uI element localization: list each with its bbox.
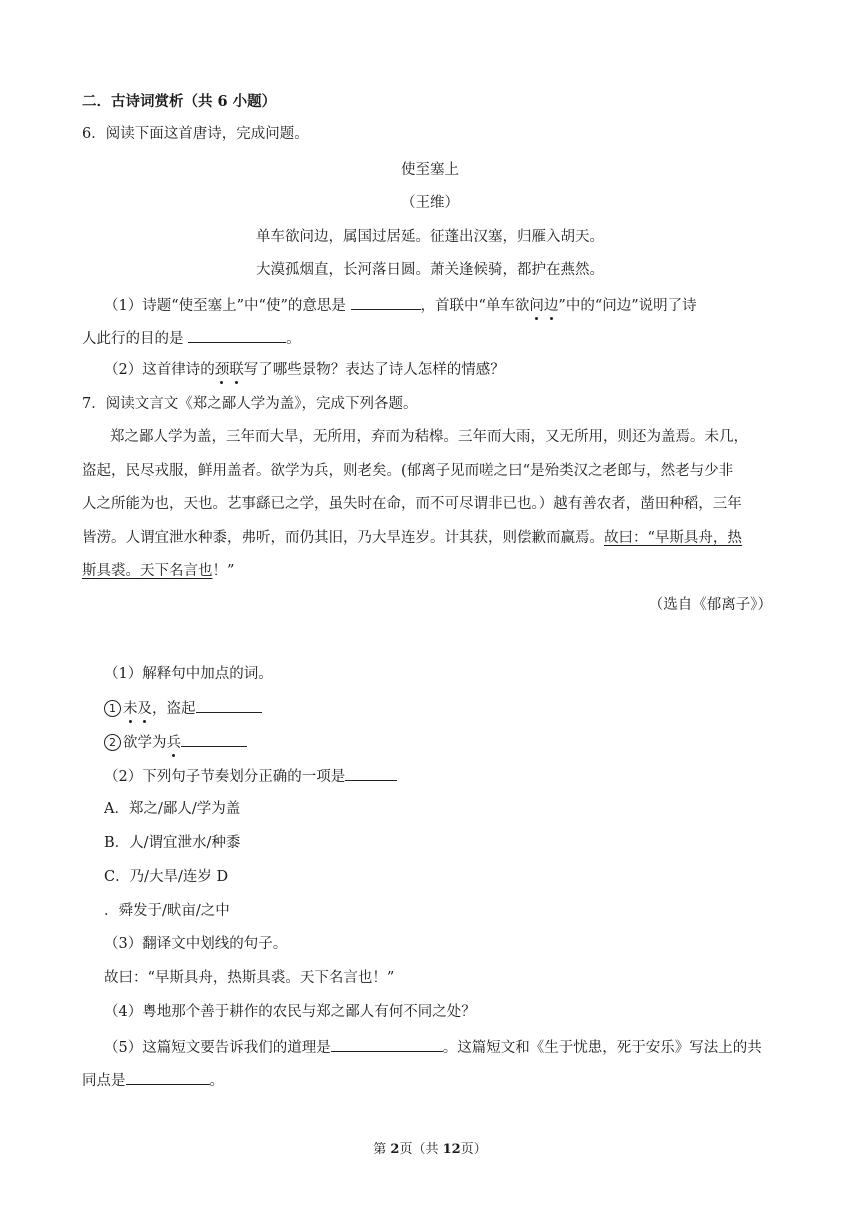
question-7-sub2-label: （2）下列句子节奏划分正确的一项是 bbox=[104, 765, 397, 787]
circled-number: 1 bbox=[104, 700, 121, 717]
circled-number: 2 bbox=[104, 734, 121, 751]
question-6-sub1-line1: （1）诗题“使至塞上”中“使”的意思是 ，首联中“单车欲问边”中的“问边”说明了诗 bbox=[104, 294, 697, 316]
poem-author: （王维） bbox=[401, 195, 459, 211]
current-page-number: 2 bbox=[390, 1142, 400, 1157]
passage-line-4: 皆涝。人谓宜泄水种黍，弗听，而仍其旧，乃大旱连岁。计其获，则偿歉而赢焉。故曰：“早斯具舟，热 bbox=[82, 530, 742, 546]
passage-source: （选自《郁离子》） bbox=[648, 597, 772, 613]
poem-line-2: 大漠孤烟直，长河落日圆。萧关逢候骑，都护在燕然。 bbox=[256, 262, 604, 278]
emphasis-dot-char: 未 bbox=[123, 701, 138, 717]
page-footer: 第 2页（共 12页） bbox=[373, 1142, 487, 1157]
question-7-sub3-label: （3）翻译文中划线的句子。 bbox=[104, 936, 288, 952]
option-b: B．人/谓宜泄水/种黍 bbox=[104, 835, 241, 851]
answer-blank[interactable] bbox=[351, 294, 421, 310]
option-a: A．郑之/鄙人/学为盖 bbox=[104, 801, 241, 817]
answer-blank[interactable] bbox=[196, 697, 262, 713]
question-6-prompt: 6．阅读下面这首唐诗，完成问题。 bbox=[82, 126, 309, 142]
emphasis-dot-char: 边 bbox=[543, 298, 559, 314]
poem-title: 使至塞上 bbox=[401, 162, 459, 178]
answer-blank[interactable] bbox=[188, 327, 286, 343]
passage-line-5: 斯具裘。天下名言也！” bbox=[82, 563, 235, 579]
answer-blank[interactable] bbox=[181, 731, 247, 747]
option-d: ．舜发于/畎亩/之中 bbox=[104, 903, 230, 919]
total-page-count: 12 bbox=[442, 1142, 461, 1157]
answer-blank[interactable] bbox=[345, 765, 397, 781]
question-7-prompt: 7．阅读文言文《郑之鄙人学为盖》，完成下列各题。 bbox=[82, 396, 418, 412]
answer-blank[interactable] bbox=[126, 1069, 210, 1085]
underlined-sentence: 故曰：“早斯具舟，热 bbox=[604, 530, 742, 546]
emphasis-dot-char: 问 bbox=[529, 298, 544, 314]
passage-line-3: 人之所能为也，天也。艺事繇已之学，虽失时在命，而不可尽谓非已也。）越有善农者，凿田种稻，三年 bbox=[82, 496, 742, 512]
emphasis-dot-char: 及 bbox=[137, 701, 152, 717]
question-6-sub2: （2）这首律诗的颈联写了哪些景物？表达了诗人怎样的情感？ bbox=[104, 362, 505, 378]
question-7-sub1-label: （1）解释句中加点的词。 bbox=[104, 666, 273, 682]
poem-line-1: 单车欲问边，属国过居延。征蓬出汉塞，归雁入胡天。 bbox=[256, 229, 604, 245]
section-title: 二．古诗词赏析（共 6 小题） bbox=[82, 93, 277, 110]
underlined-sentence: 斯具裘。天下名言也 bbox=[82, 563, 213, 579]
question-7-sub5-line1: （5）这篇短文要告诉我们的道理是 。这篇短文和《生于忧患，死于安乐》写法上的共 bbox=[104, 1036, 762, 1058]
passage-line-2: 盗起，民尽戎服，鲜用盖者。欲学为兵，则老矣。(郁离子见而嗟之曰“是殆类汉之老郎与，然老与少非 bbox=[82, 463, 734, 479]
answer-blank[interactable] bbox=[331, 1036, 443, 1052]
passage-line-1: 郑之鄙人学为盖，三年而大旱，无所用，弃而为秸槔。三年而大雨，又无所用，则还为盖焉。未几， bbox=[110, 429, 748, 445]
emphasis-dot-char: 颈 bbox=[214, 362, 230, 378]
emphasis-dot-char: 联 bbox=[229, 362, 244, 378]
question-7-sub1-item1: 1 未及，盗起 bbox=[104, 697, 262, 719]
emphasis-dot-char: 兵 bbox=[166, 735, 181, 751]
question-7-sub4: （4）粤地那个善于耕作的农民与郑之鄙人有何不同之处？ bbox=[104, 1004, 476, 1020]
question-7-sub1-item2: 2 欲学为兵 bbox=[104, 731, 247, 753]
question-6-sub1-line2: 人此行的目的是 。 bbox=[82, 327, 301, 349]
option-c: C．乃/大旱/连岁 D bbox=[104, 869, 229, 885]
question-7-sub5-line2: 同点是 。 bbox=[82, 1069, 224, 1091]
question-7-sub3-sentence: 故曰：“早斯具舟，热斯具裘。天下名言也！” bbox=[104, 970, 395, 986]
